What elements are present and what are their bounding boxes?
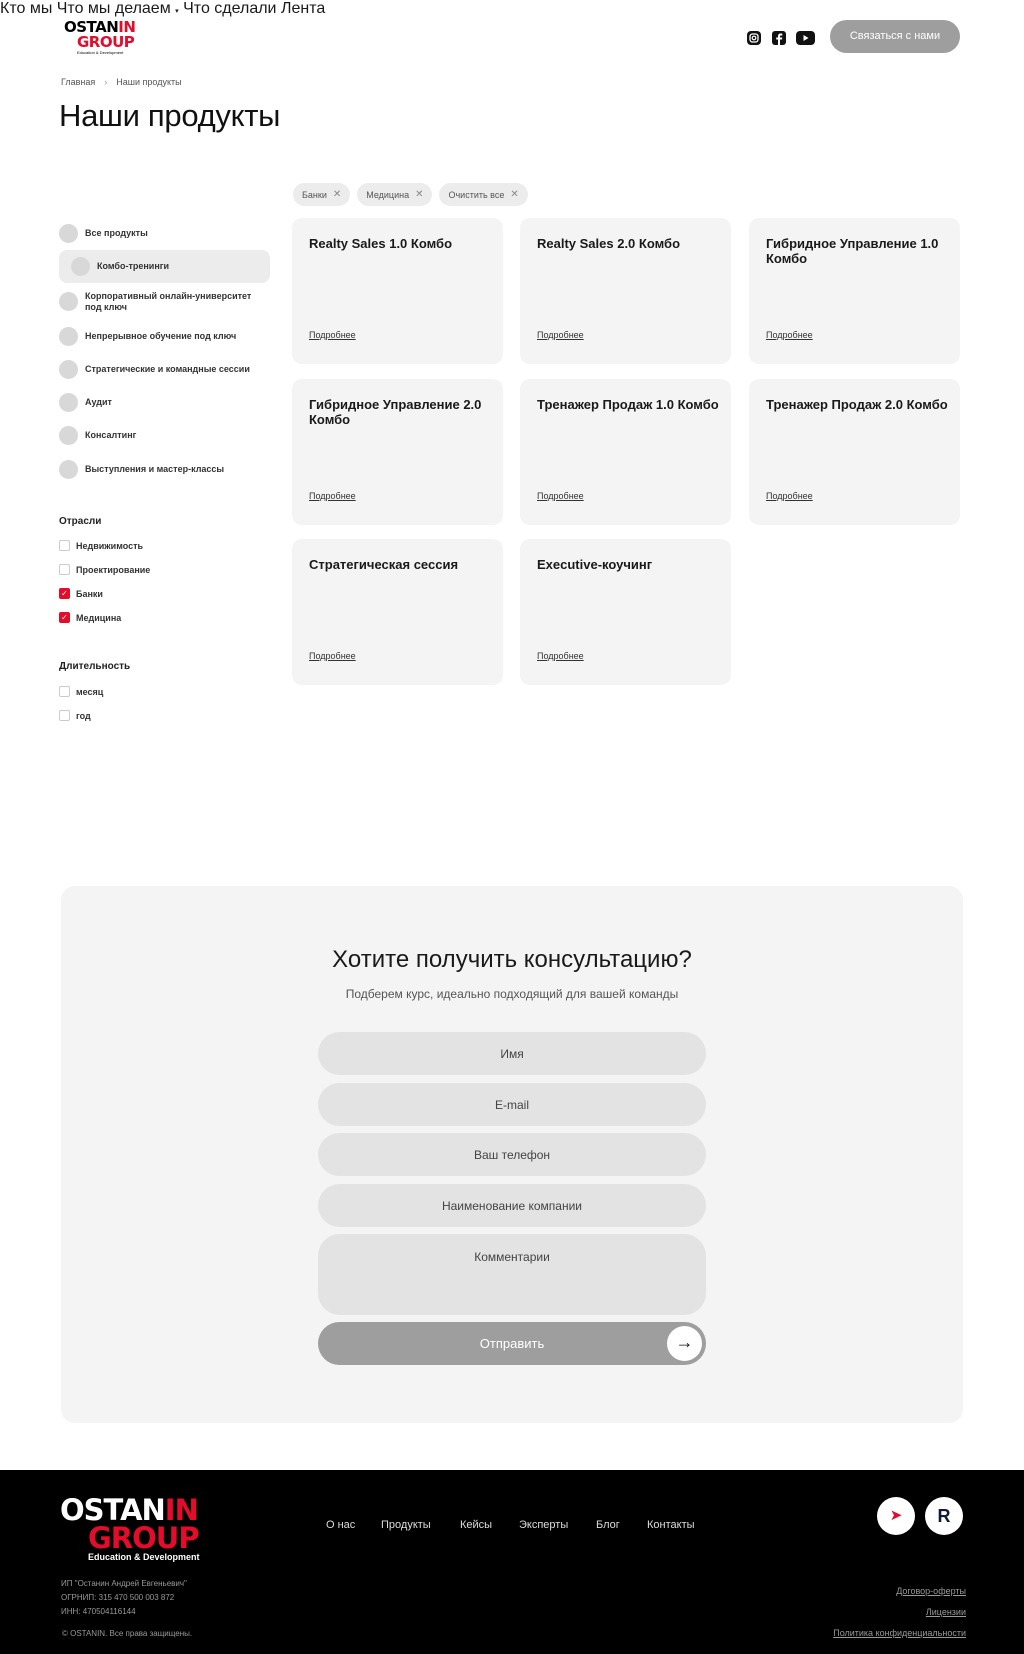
name-field[interactable]: [318, 1032, 706, 1075]
more-link[interactable]: Подробнее: [309, 651, 356, 661]
footer-ogrnip: ОГРНИП: 315 470 500 003 872: [61, 1593, 175, 1602]
consult-subtitle: Подберем курс, идеально подходящий для вашей команды: [345, 987, 679, 1001]
breadcrumb-current: Наши продукты: [116, 77, 182, 87]
phone-field[interactable]: [318, 1133, 706, 1176]
category-item[interactable]: [59, 320, 270, 353]
nav-what-we-did[interactable]: Что сделали: [183, 0, 277, 17]
footer-link-privacy[interactable]: Политика конфиденциальности: [833, 1628, 966, 1638]
youtube-icon[interactable]: [796, 31, 815, 45]
chip-label: Очистить все: [448, 189, 505, 200]
footer-nav-blog[interactable]: Блог: [596, 1519, 620, 1531]
logo-text-group: GROUP: [77, 33, 135, 51]
filter-checkbox[interactable]: [59, 686, 103, 697]
breadcrumb-home[interactable]: Главная: [61, 77, 96, 87]
chip-banks[interactable]: [293, 183, 350, 206]
filter-checkbox-checked[interactable]: [59, 588, 103, 599]
consult-title: Хотите получить консультацию?: [332, 946, 692, 973]
product-title: Realty Sales 1.0 Комбо: [309, 236, 453, 251]
checkbox-label: Проектирование: [76, 564, 151, 575]
checkmark-icon[interactable]: ✓: [59, 588, 70, 599]
footer-nav-about[interactable]: О нас: [326, 1519, 356, 1531]
radio-dot: [59, 460, 78, 479]
nav-who-we-are[interactable]: Кто мы: [0, 0, 53, 17]
company-field[interactable]: [318, 1184, 706, 1227]
footer-copyright: © OSTANIN. Все права защищены.: [62, 1629, 193, 1638]
filter-checkbox[interactable]: [59, 710, 91, 721]
consultation-form: [61, 886, 963, 1423]
product-title: Гибридное Управление 1.0 Комбо: [766, 236, 939, 266]
checkbox-label: Банки: [76, 588, 103, 599]
logo-text-a: OSTAN: [60, 1493, 165, 1527]
submit-button[interactable]: [318, 1322, 706, 1365]
logo-text-b: IN: [118, 18, 136, 36]
radio-dot: [59, 360, 78, 379]
category-label: Все продукты: [85, 228, 148, 238]
chevron-down-icon: ▾: [175, 8, 179, 15]
product-title: Тренажер Продаж 2.0 Комбо: [766, 397, 948, 412]
checkbox-label: год: [76, 710, 91, 721]
checkbox-box[interactable]: [59, 710, 70, 721]
category-label: Выступления и мастер-классы: [85, 464, 225, 474]
category-label: Стратегические и командные сессии: [85, 364, 250, 374]
footer-logo[interactable]: [60, 1493, 200, 1562]
filter-checkbox[interactable]: [59, 540, 143, 551]
breadcrumb: [61, 77, 182, 87]
category-label: Консалтинг: [85, 430, 137, 440]
filter-checkbox[interactable]: [59, 564, 150, 575]
close-icon[interactable]: ✕: [415, 189, 424, 200]
product-card[interactable]: [292, 218, 503, 364]
chip-medicine[interactable]: [357, 183, 432, 206]
more-link[interactable]: Подробнее: [309, 330, 356, 340]
chip-label: Банки: [302, 189, 327, 200]
chip-label: Медицина: [366, 189, 410, 200]
filter-title-duration: Длительность: [59, 661, 131, 672]
footer-legal-name: ИП "Останин Андрей Евгеньевич": [61, 1579, 187, 1588]
footer-nav-cases[interactable]: Кейсы: [460, 1519, 493, 1531]
comment-field[interactable]: [318, 1234, 706, 1315]
logo-text-b: IN: [164, 1493, 198, 1527]
nav-feed[interactable]: Лента: [280, 0, 326, 17]
checkbox-box[interactable]: [59, 540, 70, 551]
footer-link-offer[interactable]: Договор-оферты: [896, 1586, 966, 1596]
telegram-icon[interactable]: ➤: [877, 1497, 915, 1535]
more-link[interactable]: Подробнее: [537, 651, 584, 661]
checkbox-box[interactable]: [59, 686, 70, 697]
category-item[interactable]: [59, 386, 270, 419]
checkbox-label: Недвижимость: [76, 540, 144, 551]
more-link[interactable]: Подробнее: [537, 330, 584, 340]
close-icon[interactable]: ✕: [332, 189, 342, 200]
filter-checkbox-checked[interactable]: [59, 612, 121, 623]
product-card[interactable]: [520, 218, 731, 364]
radio-dot: [59, 393, 78, 412]
product-card[interactable]: [749, 379, 960, 525]
radio-dot: [59, 426, 78, 445]
main-nav: [0, 0, 1024, 18]
facebook-icon[interactable]: [772, 31, 786, 45]
category-label: Непрерывное обучение под ключ: [85, 331, 237, 341]
filter-title-industries: Отрасли: [59, 516, 102, 527]
chip-clear-all[interactable]: [439, 183, 527, 206]
more-link[interactable]: Подробнее: [766, 491, 813, 501]
more-link[interactable]: Подробнее: [537, 491, 584, 501]
product-card[interactable]: [749, 218, 960, 364]
r-brand-icon[interactable]: R: [925, 1497, 963, 1535]
checkmark-icon[interactable]: ✓: [59, 612, 70, 623]
email-field[interactable]: [318, 1083, 706, 1126]
page-title: Наши продукты: [59, 98, 281, 133]
site-header: [0, 0, 1024, 75]
logo-text-a: OSTAN: [64, 18, 119, 36]
arrow-right-icon: →: [667, 1326, 702, 1361]
logo[interactable]: [64, 20, 134, 54]
category-item-active[interactable]: [59, 250, 270, 283]
breadcrumb-separator: ›: [104, 77, 108, 87]
contact-us-button[interactable]: Связаться с нами: [830, 20, 960, 53]
product-title: Realty Sales 2.0 Комбо: [537, 236, 681, 251]
logo-tagline: Education & Development: [77, 50, 124, 55]
footer-link-licenses[interactable]: Лицензии: [925, 1607, 966, 1617]
category-item[interactable]: [59, 217, 270, 250]
nav-what-we-do-label: Что мы делаем: [56, 0, 171, 17]
product-card[interactable]: [292, 379, 503, 525]
product-card[interactable]: [520, 379, 731, 525]
product-card[interactable]: [520, 539, 731, 685]
more-link[interactable]: Подробнее: [309, 491, 356, 501]
active-filter-chips: [293, 183, 528, 206]
instagram-icon[interactable]: [747, 31, 761, 45]
checkbox-box[interactable]: [59, 564, 70, 575]
close-icon[interactable]: ✕: [510, 189, 519, 200]
checkbox-label: Медицина: [76, 612, 122, 623]
site-footer: [0, 1470, 1024, 1654]
checkbox-label: месяц: [76, 686, 104, 697]
logo-tagline: Education & Development: [88, 1552, 200, 1562]
product-title: Тренажер Продаж 1.0 Комбо: [537, 397, 719, 412]
radio-dot: [59, 224, 78, 243]
radio-dot: [59, 292, 78, 311]
category-label: Корпоративный онлайн-университет под ключ: [85, 290, 252, 312]
footer-nav-experts[interactable]: Эксперты: [519, 1519, 569, 1531]
category-item[interactable]: [59, 285, 270, 318]
product-card[interactable]: [292, 539, 503, 685]
radio-dot: [71, 257, 90, 276]
footer-nav-products[interactable]: Продукты: [381, 1519, 431, 1531]
product-title: Стратегическая сессия: [309, 557, 459, 572]
footer-inn: ИНН: 470504116144: [61, 1607, 136, 1616]
product-title: Executive-коучинг: [537, 557, 653, 572]
category-label: Аудит: [85, 397, 112, 407]
more-link[interactable]: Подробнее: [766, 330, 813, 340]
category-item[interactable]: [59, 453, 270, 486]
product-title: Гибридное Управление 2.0 Комбо: [309, 397, 482, 427]
nav-what-we-do[interactable]: [57, 0, 179, 17]
radio-dot: [59, 327, 78, 346]
logo-text-group: GROUP: [88, 1521, 199, 1555]
category-item[interactable]: [59, 353, 270, 386]
category-item[interactable]: [59, 419, 270, 452]
category-label: Комбо-тренинги: [97, 261, 170, 271]
submit-label: Отправить: [479, 1336, 545, 1351]
footer-nav-contacts[interactable]: Контакты: [647, 1519, 695, 1531]
